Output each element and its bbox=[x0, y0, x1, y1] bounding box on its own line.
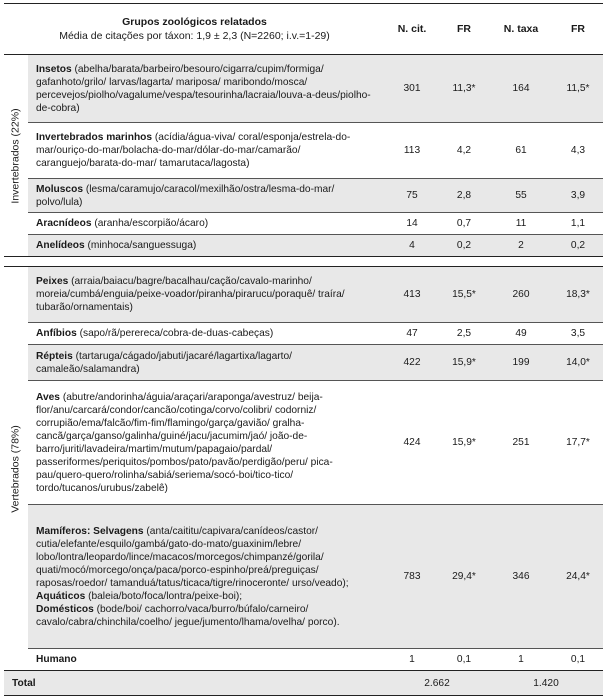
cell-ntaxa: 251 bbox=[489, 381, 553, 505]
cell-ncit: 75 bbox=[385, 179, 439, 213]
cell-fr1: 0,7 bbox=[439, 213, 489, 235]
cell-ncit: 301 bbox=[385, 55, 439, 123]
group-name: Mamíferos: Selvagens bbox=[36, 525, 144, 537]
group-species: (abelha/barata/barbeiro/besouro/cigarra/cupim/formiga/ gafanhoto/grilo/ larvas/lagarta/ mariposa/ maribondo/mosca/ percevejos/piolho/vagalume/vespa/tesourinha/lacraia/louva-a-deus/piolho-de-cobra) bbox=[36, 63, 371, 114]
cell-ntaxa: 61 bbox=[489, 123, 553, 179]
table-row bbox=[4, 123, 603, 179]
total-label: Total bbox=[12, 677, 36, 689]
domesticos-species: (bode/boi/ cachorro/vaca/burro/búfalo/carneiro/ cavalo/cabra/chinchila/coelho/ jegue/jumento/lhama/ovelha/ porco). bbox=[36, 603, 340, 628]
vertebrates-category bbox=[4, 267, 28, 671]
header-ntaxa: N. taxa bbox=[489, 4, 553, 55]
row-desc bbox=[28, 505, 385, 649]
group-name: Moluscos bbox=[36, 183, 83, 195]
cell-fr2: 0,1 bbox=[553, 649, 603, 671]
cell-ntaxa: 199 bbox=[489, 345, 553, 381]
row-desc bbox=[28, 381, 385, 505]
cell-fr2: 3,5 bbox=[553, 323, 603, 345]
invertebrates-category bbox=[4, 55, 28, 257]
cell-ntaxa: 11 bbox=[489, 213, 553, 235]
cell-ncit: 422 bbox=[385, 345, 439, 381]
cell-ntaxa: 260 bbox=[489, 267, 553, 323]
cell-fr2: 1,1 bbox=[553, 213, 603, 235]
cell-ncit: 113 bbox=[385, 123, 439, 179]
header-ncit: N. cit. bbox=[385, 4, 439, 55]
group-name: Anfíbios bbox=[36, 328, 77, 339]
cell-fr1: 2,8 bbox=[439, 179, 489, 213]
domesticos-name: Domésticos bbox=[36, 603, 94, 615]
group-species: (arraia/baiacu/bagre/bacalhau/cação/cavalo-marinho/ moreia/cumbá/enguia/peixe-voador/piranha/pirarucu/poraquê/ traíra/ tubarão/ornamentais) bbox=[36, 276, 345, 313]
cell-ncit: 47 bbox=[385, 323, 439, 345]
cell-ncit: 424 bbox=[385, 381, 439, 505]
table-row bbox=[4, 505, 603, 649]
cell-fr1: 29,4* bbox=[439, 505, 489, 649]
group-name: Répteis bbox=[36, 350, 73, 362]
group-name: Aves bbox=[36, 391, 60, 403]
group-species: (lesma/caramujo/caracol/mexilhão/ostra/lesma-do-mar/ polvo/lula) bbox=[36, 183, 335, 208]
cell-fr2: 17,7* bbox=[553, 381, 603, 505]
aquaticos-species: (baleia/boto/foca/lontra/peixe-boi); bbox=[85, 590, 243, 602]
total-ncit: 2.662 bbox=[385, 671, 489, 696]
group-species: (aranha/escorpião/ácaro) bbox=[91, 218, 209, 229]
group-species: (anta/caititu/capivara/canídeos/castor/ cutia/elefante/esquilo/gambá/gato-do-mato/guaxinim/lebre/ lobo/lontra/leopardo/lince/macacos/morcegos/chimpanzé/gorila/ quati/mocó/morcego/onça/paca/porco-espinho/preá/preguiças/ raposas/roedor/ tamanduá/tatus/ticaca/tigre/rinoceronte/ urso/veado); bbox=[36, 525, 349, 589]
table-row bbox=[4, 55, 603, 123]
cell-ntaxa: 164 bbox=[489, 55, 553, 123]
row-desc bbox=[28, 213, 385, 235]
zoological-groups-table bbox=[4, 3, 603, 696]
row-desc bbox=[28, 649, 385, 671]
cell-ncit: 4 bbox=[385, 235, 439, 257]
cell-fr2: 4,3 bbox=[553, 123, 603, 179]
cell-ntaxa: 55 bbox=[489, 179, 553, 213]
group-name: Invertebrados marinhos bbox=[36, 132, 153, 143]
total-label-cell bbox=[4, 671, 385, 696]
cell-fr1: 0,2 bbox=[439, 235, 489, 257]
cell-fr1: 2,5 bbox=[439, 323, 489, 345]
header-fr2: FR bbox=[553, 4, 603, 55]
total-ntaxa: 1.420 bbox=[489, 671, 603, 696]
group-species: (minhoca/sanguessuga) bbox=[84, 240, 197, 251]
table-row bbox=[4, 235, 603, 257]
cell-fr2: 0,2 bbox=[553, 235, 603, 257]
header-title: Grupos zoológicos relatados bbox=[122, 16, 267, 28]
header-groups bbox=[4, 4, 385, 55]
table-row bbox=[4, 179, 603, 213]
group-name: Insetos bbox=[36, 63, 72, 75]
cell-ncit: 14 bbox=[385, 213, 439, 235]
section-gap bbox=[4, 257, 603, 267]
row-desc bbox=[28, 123, 385, 179]
row-desc bbox=[28, 267, 385, 323]
cell-ntaxa: 1 bbox=[489, 649, 553, 671]
row-desc bbox=[28, 345, 385, 381]
row-desc bbox=[28, 235, 385, 257]
cell-fr1: 15,9* bbox=[439, 381, 489, 505]
vertebrates-label: Vertebrados (78%) bbox=[9, 424, 22, 513]
group-species: (tartaruga/cágado/jabuti/jacaré/lagartixa/lagarto/ camaleão/salamandra) bbox=[36, 350, 292, 375]
table-row bbox=[4, 323, 603, 345]
group-name: Peixes bbox=[36, 276, 69, 287]
header-fr1: FR bbox=[439, 4, 489, 55]
table-row bbox=[4, 381, 603, 505]
cell-fr2: 3,9 bbox=[553, 179, 603, 213]
cell-fr1: 15,9* bbox=[439, 345, 489, 381]
group-species: (acídia/água-viva/ coral/esponja/estrela-do-mar/ouriço-do-mar/bolacha-do-mar/dólar-do-mar/camarão/ caranguejo/barata-do-mar/ tamarutaca/lagosta) bbox=[36, 132, 351, 169]
cell-ncit: 1 bbox=[385, 649, 439, 671]
cell-fr1: 15,5* bbox=[439, 267, 489, 323]
group-name: Humano bbox=[36, 654, 77, 665]
total-row bbox=[4, 671, 603, 696]
cell-ntaxa: 2 bbox=[489, 235, 553, 257]
cell-ntaxa: 49 bbox=[489, 323, 553, 345]
table-row bbox=[4, 649, 603, 671]
cell-fr2: 14,0* bbox=[553, 345, 603, 381]
header-subtitle: Média de citações por táxon: 1,9 ± 2,3 (N=2260; i.v.=1-29) bbox=[59, 30, 330, 42]
group-species: (abutre/andorinha/águia/araçari/araponga/avestruz/ beija-flor/anu/carcará/condor/cancão/cotinga/corvo/colibri/ codorniz/ corrupião/ema/falcão/fim-fim/flamingo/garça/gavião/ gralha-cancã/garça/ganso/galinha/guiné/jacu/jacumim/jaó/ joão-de-barro/juriti/lavadeira/martim/mutum/papagaio/pardal/ passeriformes/periquitos/pombos/pato/pavão/perdigão/peru/ pica-pau/quero-quero/rolinha/sabiá/seriema/socó-boi/tico-tico/ tordo/tucanos/urubus/zabelê) bbox=[36, 391, 333, 494]
table-row bbox=[4, 345, 603, 381]
cell-fr2: 24,4* bbox=[553, 505, 603, 649]
cell-fr1: 11,3* bbox=[439, 55, 489, 123]
cell-fr2: 18,3* bbox=[553, 267, 603, 323]
table-row bbox=[4, 267, 603, 323]
row-desc bbox=[28, 179, 385, 213]
row-desc bbox=[28, 323, 385, 345]
cell-ntaxa: 346 bbox=[489, 505, 553, 649]
group-name: Aracnídeos bbox=[36, 218, 92, 229]
cell-fr2: 11,5* bbox=[553, 55, 603, 123]
cell-ncit: 413 bbox=[385, 267, 439, 323]
group-name: Anelídeos bbox=[36, 240, 85, 251]
cell-fr1: 4,2 bbox=[439, 123, 489, 179]
group-species: (sapo/rã/perereca/cobra-de-duas-cabeças) bbox=[76, 328, 274, 339]
invertebrates-label: Invertebrados (22%) bbox=[9, 107, 22, 204]
table-header-row bbox=[4, 4, 603, 55]
row-desc bbox=[28, 55, 385, 123]
cell-fr1: 0,1 bbox=[439, 649, 489, 671]
table-row bbox=[4, 213, 603, 235]
cell-ncit: 783 bbox=[385, 505, 439, 649]
aquaticos-name: Aquáticos bbox=[36, 590, 86, 602]
